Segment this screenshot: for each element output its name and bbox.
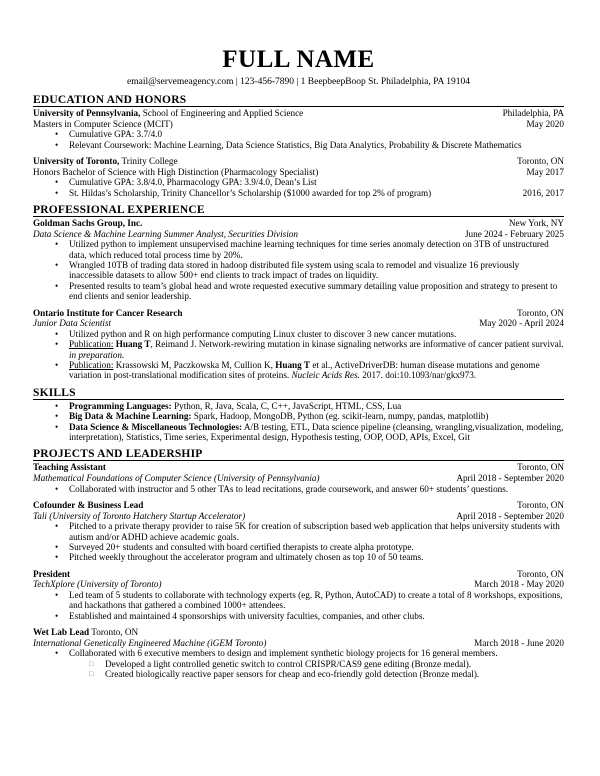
org-location: New York, NY: [508, 218, 564, 228]
list-item: • Wrangled 10TB of trading data stored in hadoop distributed file system using scala to remodel and visualize 16 previously inaccessible datasets to allow 500+ end clients to track impact of trades on liquidity.: [69, 260, 564, 281]
publication-item: [69, 339, 564, 360]
role-date: May 2020 - April 2024: [479, 318, 564, 329]
skill-item: [69, 422, 564, 443]
school-location: Philadelphia, PA: [502, 108, 564, 118]
org-location: Toronto, ON: [517, 307, 564, 318]
entry-cofounder: [33, 500, 564, 563]
role-date: April 2018 - September 2020: [456, 473, 564, 484]
org-name: Mathematical Foundations of Computer Science (University of Pennsylvania): [33, 473, 320, 484]
skills-title: SKILLS: [33, 387, 564, 400]
list-item: • Established and maintained 4 sponsorships with university faculties, companies, and other clubs.: [69, 611, 564, 621]
projects-title: PROJECTS AND LEADERSHIP: [33, 448, 564, 461]
role-title: Cofounder & Business Lead: [33, 500, 144, 511]
list-item: • Cumulative GPA: 3.8/4.0, Pharmacology GPA: 3.9/4.0, Dean’s List: [69, 177, 564, 187]
publication-status: in preparation.: [69, 349, 125, 360]
role-date: March 2018 - June 2020: [474, 637, 564, 648]
list-item: • Led team of 5 students to collaborate with technology experts (eg. R, Python, AutoCAD) to create a total of 8 workshops, expositions, and hackathons that gathered a combined 1000+ attendees.: [69, 590, 564, 611]
degree: Masters in Computer Science (MCIT): [33, 118, 173, 129]
role-location: Toronto, ON: [517, 568, 564, 579]
publication-journal: Nucleic Acids Res.: [291, 370, 360, 381]
publication-text: et al., ActiveDriverDB: human disease mutations and genome variation in post-translational modification sites of proteins.: [69, 360, 540, 381]
entry-ta: [33, 462, 564, 494]
skill-label: Big Data & Machine Learning:: [69, 411, 192, 422]
role-date: March 2018 - May 2020: [474, 579, 564, 590]
skill-item: [69, 401, 564, 411]
publication-item: [69, 360, 564, 381]
education-section: [33, 94, 564, 198]
role-date: April 2018 - September 2020: [456, 510, 564, 521]
list-item: [69, 188, 564, 198]
school-detail: School of Engineering and Applied Science: [140, 108, 304, 118]
entry-penn: [33, 108, 564, 150]
sub-list-item: □ Developed a light controlled genetic switch to control CRISPR/CAS9 gene editing (Bronze medal).: [105, 659, 564, 669]
org-name: Goldman Sachs Group, Inc.: [33, 218, 143, 228]
full-name: FULL NAME: [222, 46, 375, 73]
org-detail: (University of Toronto Hatchery Startup Accelerator): [46, 510, 246, 521]
list-item: • Collaborated with 6 executive members to design and implement synthetic biology projects for 16 general members.: [69, 648, 564, 658]
skill-text: A/B testing, ETL, Data science pipeline (cleansing, wrangling,visualization, modeling, interpretation), Statistics, Time series, Experimental design, Hypothesis testing, OOP, OOD, APIs, Excel, Git: [69, 421, 564, 443]
list-item: • Pitched to a private therapy provider to raise 5K for creation of subscription based web application that helps university students with autism and/or ADHD achieve academic goals.: [69, 521, 564, 542]
role-location: Toronto, ON: [517, 462, 564, 473]
school-name: University of Toronto,: [33, 156, 120, 166]
education-title: EDUCATION AND HONORS: [33, 94, 564, 107]
projects-section: [33, 448, 564, 679]
entry-goldman: [33, 218, 564, 302]
school-detail: Trinity College: [119, 156, 178, 166]
school-location: Toronto, ON: [517, 156, 564, 166]
scholarship-date: 2016, 2017: [522, 187, 564, 198]
org-name: Tali: [33, 510, 47, 521]
entry-oicr: [33, 308, 564, 381]
role-title: Data Science & Machine Learning Summer Analyst, Securities Division: [33, 228, 298, 239]
skills-section: [33, 387, 564, 443]
list-item: • Utilized python and R on high performance computing Linux cluster to discover 3 new cancer mutations.: [69, 329, 564, 339]
experience-section: [33, 204, 564, 381]
list-item: • Utilized python to implement unsupervised machine learning techniques for time series anomaly detection on 3TB of unstructured data, which reduced total process time by 20%.: [69, 239, 564, 260]
list-item: • Cumulative GPA: 3.7/4.0: [69, 129, 564, 139]
publication-text: 2017. doi:10.1093/nar/gkx973.: [359, 370, 477, 381]
experience-title: PROFESSIONAL EXPERIENCE: [33, 204, 564, 217]
role-title: Wet Lab Lead: [33, 627, 90, 638]
scholarship-text: • St. Hildas’s Scholarship, Trinity Chancellor’s Scholarship ($1000 awarded for top 2% of program): [69, 187, 432, 198]
publication-author: Huang T: [115, 339, 151, 350]
entry-president: [33, 569, 564, 621]
role-location: Toronto, ON: [89, 627, 139, 638]
role-title: Junior Data Scientist: [33, 318, 112, 329]
degree-date: May 2017: [526, 166, 564, 177]
school-name: University of Pennsylvania,: [33, 108, 141, 118]
skill-label: Programming Languages:: [69, 400, 172, 411]
list-item: • Collaborated with instructor and 5 other TAs to lead recitations, grade coursework, and answer 60+ students’ questions.: [69, 484, 564, 494]
publication-author: Huang T: [275, 360, 311, 371]
role-title: Teaching Assistant: [33, 462, 106, 473]
degree: Honors Bachelor of Science with High Distinction (Pharmacology Specialist): [33, 166, 319, 177]
degree-date: May 2020: [526, 118, 564, 129]
org-name: International Genetically Engineered Machine (iGEM Toronto): [33, 637, 267, 648]
role-title: President: [33, 568, 71, 579]
skill-text: Python, R, Java, Scala, C, C++, JavaScript, HTML, CSS, Lua: [171, 400, 402, 411]
role-date: June 2024 - February 2025: [464, 228, 564, 239]
list-item: • Pitched weekly throughout the accelerator program and ultimately chosen as top 10 of 50 teams.: [69, 552, 564, 562]
list-item: • Presented results to team’s global head and wrote requested executive summary detailing value proposition and strategy to present to end clients and senior leadership.: [69, 281, 564, 302]
skill-label: Data Science & Miscellaneous Technologies:: [69, 421, 243, 432]
contact-line: email@servemeagency.com | 123-456-7890 | 1 BeepbeepBoop St. Philadelphia, PA 19104: [127, 77, 470, 87]
entry-toronto: [33, 156, 564, 198]
list-item: • Relevant Coursework: Machine Learning, Data Science Statistics, Big Data Analytics, Probability & Discrete Mathematics: [69, 140, 564, 150]
skill-text: Spark, Hadoop, MongoDB, Python (eg. scikit-learn, numpy, pandas, matplotlib): [191, 411, 489, 422]
publication-text: , Reimand J. Network-rewiring mutation in kinase signaling networks are informative of cancer patient survival.: [150, 339, 564, 350]
org-name: TechXplore (University of Toronto): [33, 579, 162, 590]
entry-wetlab: [33, 627, 564, 679]
sub-list-item: □ Created biologically reactive paper sensors for cheap and eco-friendly gold detection (Bronze medal).: [105, 669, 564, 679]
role-location: Toronto, ON: [517, 500, 564, 511]
skill-item: [69, 411, 564, 421]
list-item: • Surveyed 20+ students and consulted with board certified therapists to create alpha prototype.: [69, 542, 564, 552]
org-name: Ontario Institute for Cancer Research: [33, 307, 183, 318]
publication-label: Publication:: [69, 339, 114, 350]
publication-label: Publication:: [69, 360, 114, 371]
publication-text: Krassowski M, Paczkowska M, Cullion K,: [113, 360, 276, 371]
